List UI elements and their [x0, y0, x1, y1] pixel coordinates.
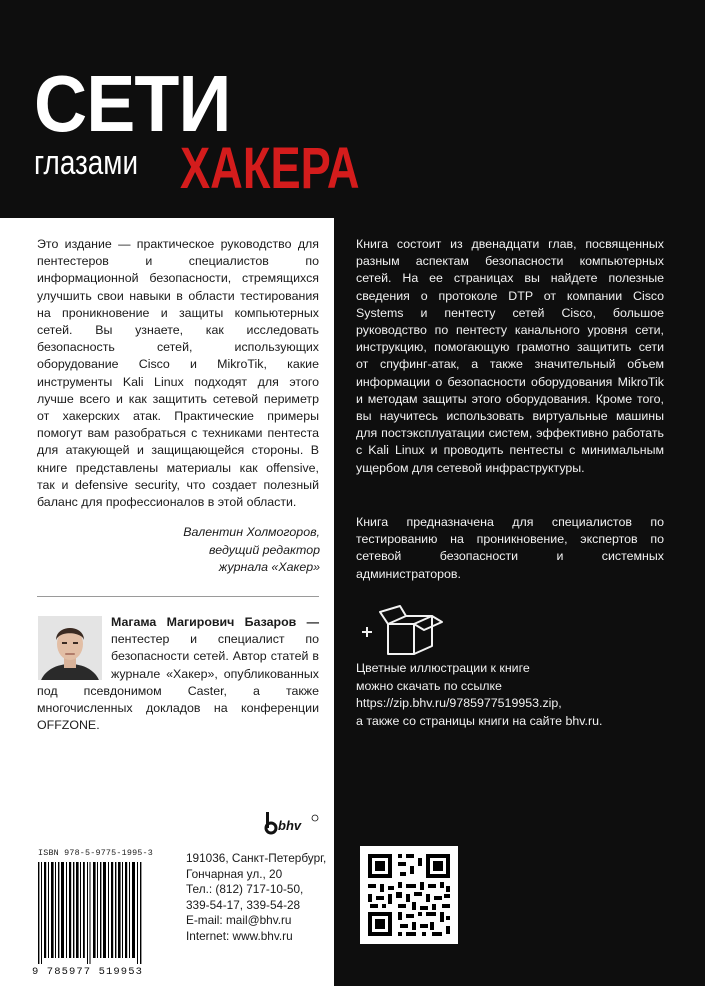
- divider: [37, 596, 319, 597]
- title-main: СЕТИ: [34, 59, 231, 148]
- download-info: [356, 660, 676, 730]
- title-accent: ХАКЕРА: [180, 136, 360, 201]
- title-sub: глазами: [34, 144, 139, 182]
- download-box-icon: [356, 604, 446, 658]
- download-line: Цветные иллюстрации к книге: [356, 661, 530, 675]
- contact-line: 339-54-17, 339-54-28: [186, 897, 301, 912]
- isbn-text: ISBN 978-5-9775-1995-3: [38, 848, 153, 858]
- publisher-contacts: [186, 851, 331, 945]
- author-description: пентестер и специалист по безопасности сетей. Автор статей в журнале «Хакер», опубликованных под псевдонимом Caster, а также многочисленных докладов на конференции OFFZONE.: [37, 632, 319, 733]
- contact-website: Internet: www.bhv.ru: [186, 928, 293, 943]
- barcode-number: 9 785977 519953: [32, 966, 144, 978]
- contact-line: 191036, Санкт-Петербург,: [186, 851, 327, 865]
- left-panel: [0, 218, 334, 986]
- right-panel: [334, 218, 705, 986]
- author-dash: —: [296, 615, 319, 629]
- contact-line: Гончарная ул., 20: [186, 866, 283, 881]
- author-bio: [37, 614, 319, 734]
- publisher-logo: [262, 808, 320, 838]
- book-description: Книга состоит из двенадцати глав, посвященных разным аспектам безопасности компьютерных сетей. На ее страницах вы найдете полезные сведения о протоколе DTP от компании Cisco Systems и пентесту сетей Cisco, большое руководство по пентесту канального уровня сети, инструкцию, помогающую грамотно защитить сети от спуфинг-атак, а также значительный объем информации о безопасности оборудования MikroTik и методам защиты этого оборудования. Кроме того, вы научитесь использовать виртуальные машины для постэксплуатации систем, эффективно работать с Kali Linux и проводить пентесты с минимальным ущербом для сетевой инфраструктуры.: [356, 237, 664, 475]
- cover-header: [0, 0, 705, 218]
- contact-line: Тел.: (812) 717-10-50,: [186, 882, 304, 897]
- author-name: Магама Магирович Базаров: [111, 615, 297, 629]
- quote-role: ведущий редактор: [209, 542, 320, 557]
- download-line: а также со страницы книги на сайте bhv.ru.: [356, 713, 603, 728]
- contact-email: E-mail: mail@bhv.ru: [186, 913, 292, 928]
- quote-attribution: [20, 524, 320, 577]
- quote-name: Валентин Холмогоров,: [183, 525, 320, 539]
- download-line: можно скачать по ссылке: [356, 678, 502, 693]
- quote-magazine: журнала «Хакер»: [218, 560, 320, 574]
- publisher-logo-text: bhv: [278, 818, 302, 833]
- qr-code: [360, 846, 458, 944]
- download-url: https://zip.bhv.ru/9785977519953.zip,: [356, 696, 562, 710]
- barcode: [36, 862, 144, 964]
- target-audience: Книга предназначена для специалистов по тестированию на проникновение, экспертов по сетевой безопасности и системных администраторов.: [356, 515, 664, 581]
- intro-paragraph: Это издание — практическое руководство для пентестеров и специалистов по информационной безопасности, стремящихся улучшить свои навыки в области тестирования на проникновение и защиты компьютерных сетей. Вы узнаете, как исследовать безопасность сетей, использующих оборудование Cisco и MikroTik, какие инструменты Kali Linux подходят для этого лучше всего и как защитить сетевой периметр от хакерских атак. Практические примеры помогут вам разобраться с техниками пентеста для атакующей и защищающейся стороны. В книге представлены материалы как offensive, так и defensive security, что создает полезный баланс для профессионалов в этой области.: [37, 237, 319, 510]
